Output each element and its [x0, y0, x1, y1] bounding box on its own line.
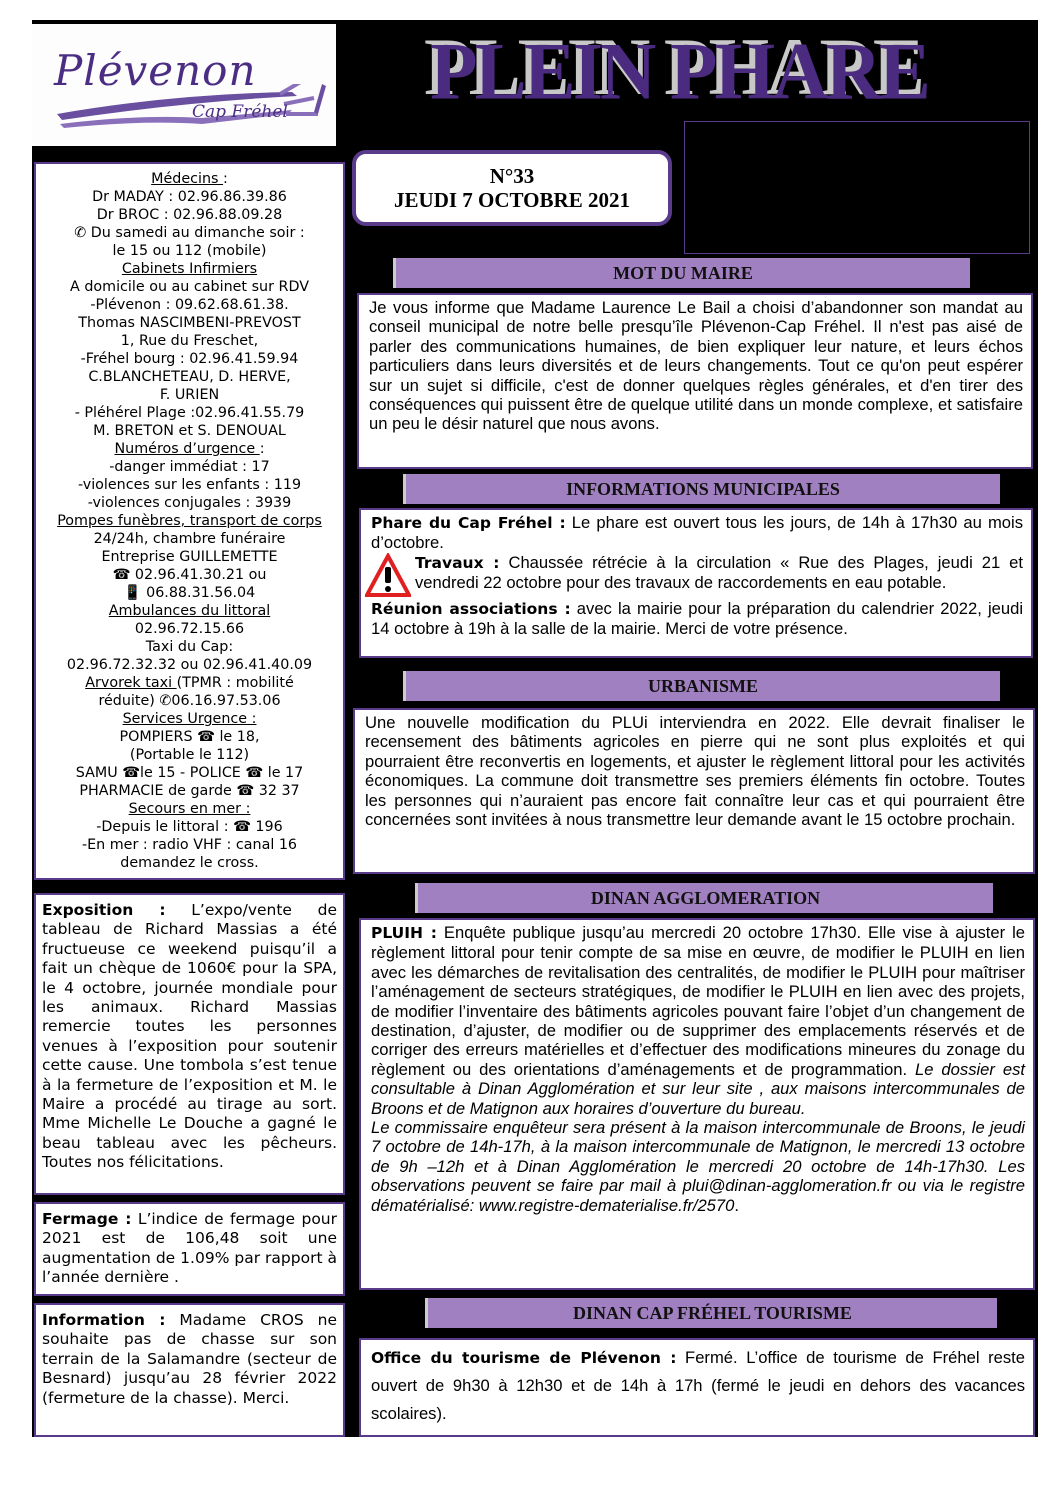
- contact-line: [36, 836, 343, 854]
- tourisme-body: [359, 1338, 1035, 1437]
- contact-line-text: Dr MADAY : 02.96.86.39.86: [92, 189, 287, 205]
- contact-line-text: 1, Rue du Freschet,: [120, 333, 259, 349]
- warning-icon: [365, 553, 411, 599]
- pluih-label: PLUIH :: [371, 924, 437, 942]
- dinan-agglomeration-body: [359, 918, 1035, 1290]
- phare-text: Le phare est ouvert tous les jours, de 14h à 17h30 au mois d’octobre.: [371, 513, 1024, 553]
- contact-line-text: SAMU ☎le 15 - POLICE ☎ le 17: [75, 765, 304, 781]
- exposition-label: Exposition :: [42, 901, 166, 919]
- exposition-text: L’expo/vente de tableau de Richard Massias a été fructueuse ce weekend puisqu’il a fait un chèque de 1060€ pour la SPA, le 4 octobre, journée mondiale pour les animaux. Richard Massias remercie toutes les personnes venues à l’exposition pour soutenir cette cause. Une tombola s’est tenue à la fermeture de l’exposition et M. le Maire a procédé au tirage au sort. Mme Michelle Le Douche a gagné le beau tableau avec les pêcheurs. Toutes nos félicitations.: [42, 901, 337, 1172]
- contact-line-text: Cabinets Infirmiers: [121, 261, 258, 277]
- contact-line: [36, 368, 343, 386]
- contact-line: [36, 206, 343, 224]
- contact-line: [36, 656, 343, 674]
- contact-line-suffix: (TPMR : mobilité: [176, 675, 294, 691]
- contact-line: [36, 800, 343, 818]
- contact-line-text: C.BLANCHETEAU, D. HERVE,: [88, 369, 291, 385]
- contact-line: [36, 260, 343, 278]
- pluih-commissaire-text: Le commissaire enquêteur sera présent à la maison intercommunale de Broons, le jeudi 7 octobre de 14h-17h, à la maison intercommunale de Matignon, le mercredi 13 octobre de 9h –12h et à Dinan Agglomération le mercredi 20 octobre de 14h-17h30. Les observations peuvent se faire par mail à plui@dinan-agglomeration.fr ou via le registre dématérialisé: www.registre-dematerialise.fr/2570: [371, 1118, 1025, 1215]
- contact-line-text: Secours en mer :: [128, 801, 251, 817]
- phare-label: Phare du Cap Fréhel :: [371, 514, 566, 532]
- pluih-text: Enquête publique jusqu’au mercredi 20 octobre 17h30. Elle vise à ajuster le règlement littoral pour tenir compte de sa mise en œuvre, de modifier le PLUIH en lien avec les démarches de revitalisation des centralités, de modifier le PLUIH pour maîtriser l’aménagement de secteurs stratégiques, de modifier le PLUIH en lien avec des projets, de modifier l’inventaire des bâtiments agricoles pouvant faire l’objet d’un changement de destination, d’ajuster, de modifier ou de supprimer des emplacements réservés et de corriger des erreurs matérielles et d’effectuer des modifications mineures du zonage du règlement ou des orientations d’aménagements et de programmation.: [371, 923, 1025, 1079]
- contact-line-text: A domicile ou au cabinet sur RDV: [70, 279, 309, 295]
- mot-du-maire-text: Je vous informe que Madame Laurence Le Bail a choisi d’abandonner son mandat au conseil municipal de notre belle presqu’île Plévenon-Cap Fréhel. Il n'est pas aisé de parler des communications humaines, de bien expliquer leur nature, et leurs échos particuliers dans leurs diversités et de leurs changements. Tout ce qu'on peut espérer sur un sujet si difficile, c'est de donner quelques règles générales, et d'en tirer des conséquences qui puissent être de quelque utilité dans un monde complexe, et satisfaire un peu le désir naturel que nous avons.: [369, 298, 1023, 434]
- contact-line-text: POMPIERS ☎ le 18,: [119, 729, 260, 745]
- pluih-tail: .: [734, 1195, 739, 1215]
- contact-line-text: ✆ Du samedi au dimanche soir :: [74, 225, 305, 241]
- reunion-label: Réunion associations :: [371, 599, 571, 618]
- contact-line: [36, 476, 343, 494]
- travaux-label: Travaux :: [415, 553, 500, 572]
- contact-line-text: -violences sur les enfants : 119: [77, 477, 302, 493]
- contact-line-suffix: :: [259, 441, 265, 457]
- issue-number: N°33: [489, 164, 535, 188]
- contact-line: [36, 584, 343, 602]
- contact-line-text: -En mer : radio VHF : canal 16: [81, 837, 298, 853]
- issue-date: JEUDI 7 OCTOBRE 2021: [394, 188, 630, 212]
- logo-name: Plévenon: [54, 46, 257, 95]
- contact-line: [36, 710, 343, 728]
- reunion-text: avec la mairie pour la préparation du calendrier 2022, jeudi 14 octobre à 19h à la salle de la mairie. Merci de votre présence.: [371, 598, 1024, 639]
- fermage-text: L’indice de fermage pour 2021 est de 106,48 soit une augmentation de 1.09% par rapport à l’année dernière .: [42, 1210, 337, 1287]
- contact-line: [36, 296, 343, 314]
- contact-line: [36, 494, 343, 512]
- contact-line: [36, 674, 343, 692]
- contact-line-text: -danger immédiat : 17: [109, 459, 270, 475]
- contact-line-text: Pompes funèbres, transport de corps: [57, 513, 322, 529]
- contact-line: [36, 746, 343, 764]
- contact-line-suffix: :: [223, 171, 228, 187]
- contact-line-text: PHARMACIE de garde ☎ 32 37: [79, 783, 300, 799]
- contact-line: [36, 692, 343, 710]
- contact-line: [36, 512, 343, 530]
- contact-line: [36, 638, 343, 656]
- empty-frame: [684, 121, 1030, 254]
- contact-line: [36, 242, 343, 260]
- contact-line-text: - Pléhérel Plage :02.96.41.55.79: [74, 405, 305, 421]
- tourisme-label: Office du tourisme de Plévenon :: [371, 1349, 677, 1367]
- contact-line: [36, 188, 343, 206]
- contact-line: [36, 458, 343, 476]
- contact-line: [36, 440, 343, 458]
- contact-line: [36, 278, 343, 296]
- contact-line-text: Dr BROC : 02.96.88.09.28: [96, 207, 283, 223]
- contact-line-text: Médecins: [151, 171, 224, 187]
- contact-line-text: -Fréhel bourg : 02.96.41.59.94: [80, 351, 299, 367]
- contact-line: [36, 566, 343, 584]
- contact-line-text: Services Urgence :: [122, 711, 257, 727]
- contact-line: [36, 818, 343, 836]
- fermage-article: [34, 1202, 345, 1296]
- contact-line-text: -violences conjugales : 3939: [87, 495, 292, 511]
- contact-line: [36, 728, 343, 746]
- contact-line-text: Thomas NASCIMBENI-PREVOST: [78, 315, 301, 331]
- issue-box: [352, 150, 672, 226]
- contact-line-text: M. BRETON et S. DENOUAL: [93, 423, 286, 439]
- contact-line-text: 24/24h, chambre funéraire: [93, 531, 286, 547]
- information-label: Information :: [42, 1311, 166, 1329]
- section-header-infos-municipales: INFORMATIONS MUNICIPALES: [403, 474, 1000, 504]
- section-header-urbanisme: URBANISME: [403, 671, 1000, 701]
- section-header-tourisme: DINAN CAP FRÉHEL TOURISME: [425, 1298, 997, 1328]
- contact-line-text: 02.96.72.15.66: [134, 621, 245, 637]
- contact-line: [36, 170, 343, 188]
- contact-line-text: 02.96.72.32.32 ou 02.96.41.40.09: [66, 657, 313, 673]
- information-text: Madame CROS ne souhaite pas de chasse sur son terrain de la Salamandre (secteur de Besnard) jusqu’au 28 février 2022 (fermeture de la chasse). Merci.: [42, 1311, 337, 1407]
- section-header-mot-du-maire: MOT DU MAIRE: [393, 258, 970, 288]
- contact-line: [36, 854, 343, 872]
- contact-line-text: ☎ 02.96.41.30.21 ou: [112, 567, 267, 583]
- contact-line-text: Arvorek taxi: [85, 675, 177, 691]
- contact-line-text: -Plévenon : 09.62.68.61.38.: [90, 297, 289, 313]
- infos-municipales-body: [359, 508, 1033, 658]
- contact-line-text: le 15 ou 112 (mobile): [112, 243, 267, 259]
- contact-line-text: demandez le cross.: [120, 855, 259, 871]
- contact-line: [36, 314, 343, 332]
- section-header-dinan-agglomeration: DINAN AGGLOMERATION: [415, 883, 993, 913]
- contact-line-text: Taxi du Cap:: [145, 639, 234, 655]
- contact-line: [36, 548, 343, 566]
- tourisme-text: Fermé. L’office de tourisme de Fréhel reste ouvert de 9h30 à 12h30 et de 14h à 17h (fermé le jeudi en dehors des vacances scolaires).: [371, 1348, 1026, 1423]
- contact-line-text: 📱 06.88.31.56.04: [123, 585, 256, 601]
- contact-line: [36, 530, 343, 548]
- contact-line-text: réduite) ✆06.16.97.53.06: [98, 693, 281, 709]
- masthead-title: PLEIN PHARE: [430, 24, 928, 117]
- pluih-dossier-text: Le dossier est consultable à Dinan Agglomération et sur leur site , aux maisons intercommunales de Broons et de Matignon aux horaires d’ouverture du bureau.: [371, 1059, 1025, 1118]
- exposition-article: [34, 893, 345, 1195]
- contact-line: [36, 422, 343, 440]
- contact-line-text: Ambulances du littoral: [108, 603, 271, 619]
- contact-line-text: Entreprise GUILLEMETTE: [101, 549, 278, 565]
- logo: [32, 24, 336, 146]
- urbanisme-body: [353, 708, 1035, 874]
- contacts-panel: [34, 162, 345, 880]
- mot-du-maire-body: [357, 293, 1033, 469]
- contact-line-text: -Depuis le littoral : ☎ 196: [96, 819, 283, 835]
- contact-line: [36, 602, 343, 620]
- contact-line: [36, 350, 343, 368]
- contact-line: [36, 620, 343, 638]
- contact-line-text: (Portable le 112): [129, 747, 250, 763]
- travaux-text: Chaussée rétrécie à la circulation « Rue des Plages, jeudi 21 et vendredi 22 octobre pour des travaux de raccordements en eau potable.: [415, 552, 1023, 593]
- urbanisme-text: Une nouvelle modification du PLUi interviendra en 2022. Elle devrait finaliser le recensement des bâtiments agricoles en pierre qui ne sont plus exploités et qui pourraient être reconvertis en logements, et ajuster le règlement littoral pour les activités économiques. La commune doit transmettre ses premiers éléments fin octobre. Toutes les personnes qui n’auraient pas encore fait connaître leur cas et qui pourraient être concernées sont invitées à nous transmettre leur demande avant le 15 octobre prochain.: [365, 713, 1025, 830]
- information-article: [34, 1303, 345, 1437]
- contact-line: [36, 386, 343, 404]
- contact-line: [36, 782, 343, 800]
- contact-line-text: F. URIEN: [159, 387, 220, 403]
- contact-line: [36, 332, 343, 350]
- contact-line: [36, 224, 343, 242]
- fermage-label: Fermage :: [42, 1210, 132, 1228]
- contact-line-text: Numéros d’urgence: [114, 441, 260, 457]
- contact-line: [36, 764, 343, 782]
- contact-line: [36, 404, 343, 422]
- logo-tagline: Cap Fréhel: [192, 102, 288, 122]
